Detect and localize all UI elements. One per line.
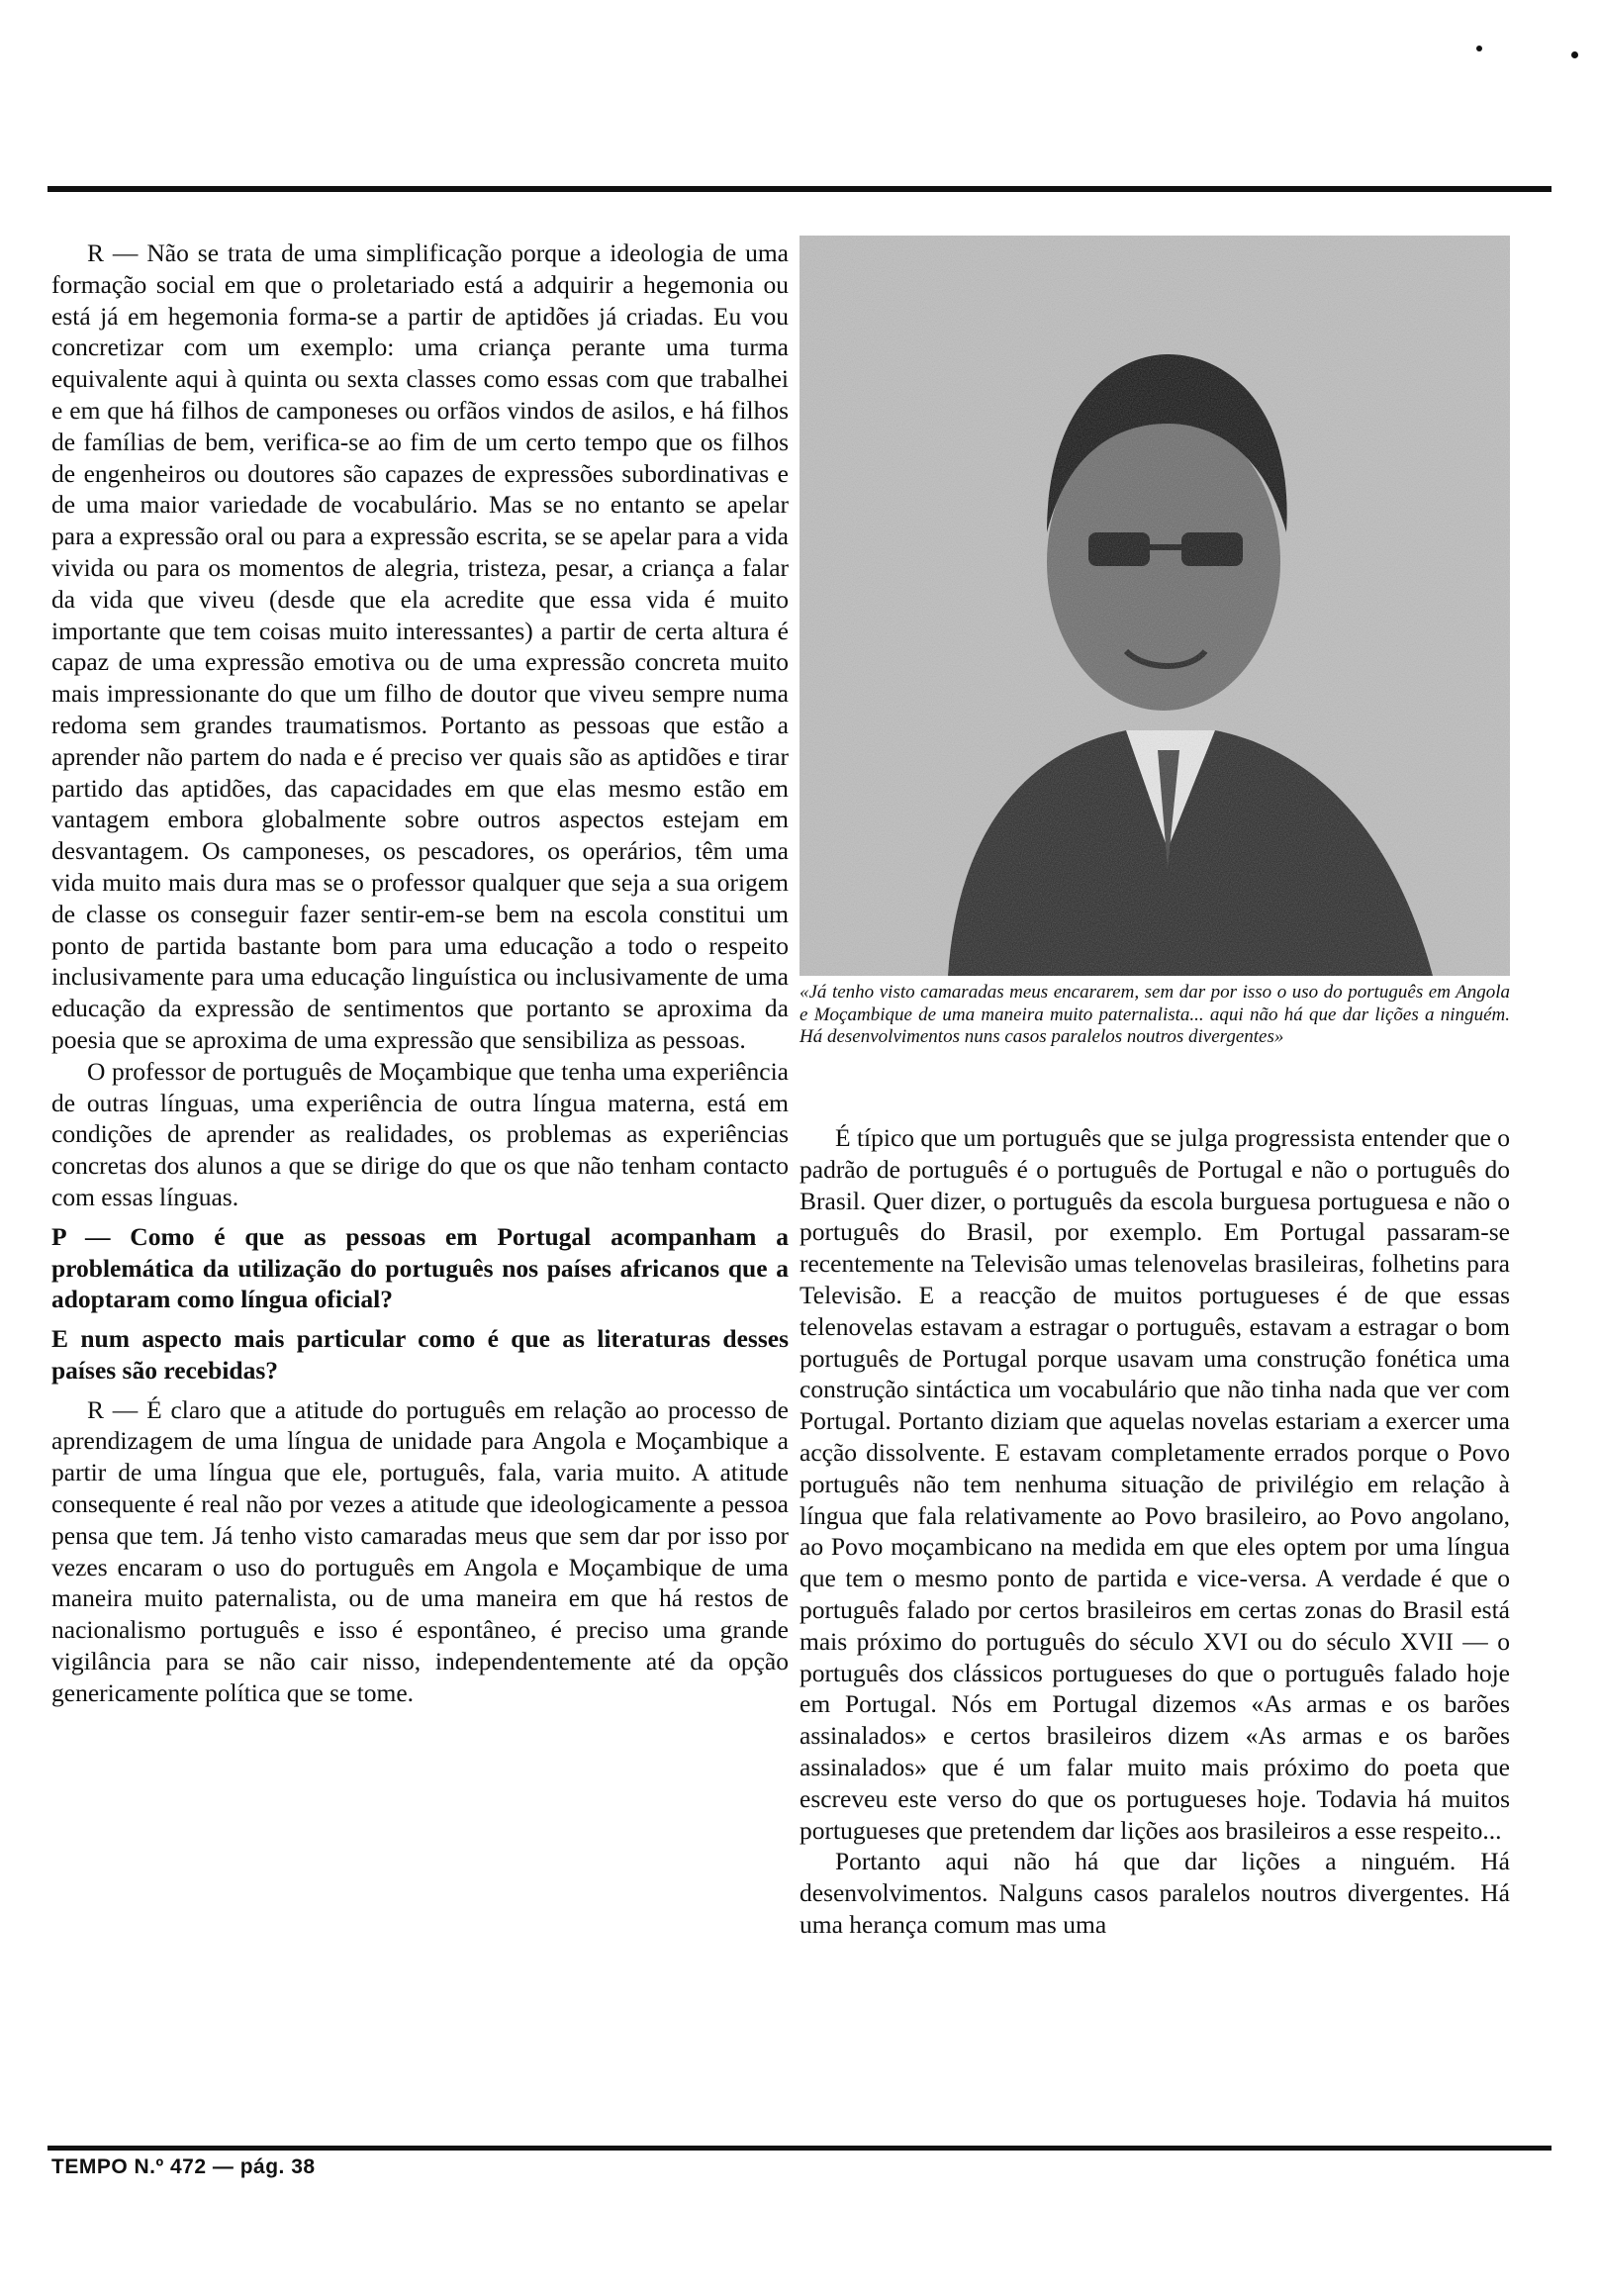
answer-paragraph: R — É claro que a atitude do português em relação ao processo de aprendizagem de uma língua de unidade para Angola e Moçambique a partir de uma língua que ele, português, fala, varia muito. A atitude consequente é real não por vezes a atitude que ideologicamente a pessoa pensa que tem. Já tenho visto camaradas meus que sem dar por isso por vezes encaram o uso do português em Angola e Moçambique de uma maneira muito paternalista, ou de uma maneira em que há restos de nacionalismo português e isso é espontâneo, é preciso uma grande vigilância para se não cair nisso, independentemente até da opção genericamente política que se tome. [51, 1394, 789, 1707]
left-column [51, 238, 789, 1709]
right-column [800, 1122, 1510, 1941]
answer-paragraph: R — Não se trata de uma simplificação porque a ideologia de uma formação social em que o proletariado está a adquirir a hegemonia ou está já em hegemonia forma-se a partir de aptidões já criadas. Eu vou concretizar com um exemplo: uma criança perante uma turma equivalente aqui à quinta ou sexta classes como essas com que trabalhei e em que há filhos de camponeses ou orfãos vindos de asilos, e há filhos de famílias de bem, verifica-se ao fim de um certo tempo que os filhos de engenheiros ou doutores são capazes de expressões subordinativas e de uma maior variedade de vocabulário. Mas se no entanto se apelar para a expressão oral ou para a expressão escrita, se se apelar para a vida vivida ou para os momentos de alegria, tristeza, pesar, a criança a falar da vida que viveu (desde que ela acredite que essa vida é muito importante que tem coisas muito interessantes) a partir de certa altura é capaz de uma expressão emotiva ou de uma expressão concreta muito mais impressionante do que um filho de doutor que viveu sempre numa redoma sem grandes traumatismos. Portanto as pessoas que estão a aprender não partem do nada e é preciso ver quais são as aptidões e tirar partido das aptidões, das capacidades em que elas mesmo estão em vantagem embora globalmente sobre outros aspectos estejam em desvantagem. Os camponeses, os pescadores, os operários, têm uma vida muito mais dura mas se o professor qualquer que seja a sua origem de classe os conseguir fazer sentir-em-se bem na escola constitui um ponto de partida bastante bom para uma educação a todo o respeito inclusivamente para uma educação linguística ou inclusivamente de uma educação da expressão de sentimentos que portanto se aproxima da poesia que se aproxima de uma expressão que sensibiliza as pessoas. [51, 239, 789, 1054]
top-rule [47, 186, 1552, 192]
photo-caption: «Já tenho visto camaradas meus encararem, sem dar por isso o uso do português em Angola e Moçambique de uma maneira muito paternalista... aqui não há que dar lições a ninguém. Há desenvolvimentos nuns casos paralelos noutros divergentes» [800, 982, 1510, 1047]
question-paragraph: E num aspecto mais particular como é que as literaturas desses países são recebidas? [51, 1324, 789, 1385]
portrait-photo [800, 236, 1510, 976]
corner-mark [1571, 51, 1578, 58]
answer-paragraph: É típico que um português que se julga progressista entender que o padrão de português é o português de Portugal e não o português do Brasil. Quer dizer, o português da escola burguesa portuguesa e não o português do Brasil, por exemplo. Em Portugal passaram-se recentemente na Televisão umas telenovelas brasileiras, folhetins para Televisão. E a reacção de muitos portugueses é de que essas telenovelas estavam a estragar o português, estavam a estragar o bom português de Portugal porque usavam uma construção fonética uma construção sintáctica um vocabulário que não tinha nada que ver com Portugal. Portanto diziam que aquelas novelas estariam a exercer uma acção dissolvente. E estavam completamente errados porque o Povo português não tem nenhuma situação de privilégio em relação à língua que fala relativamente ao Povo brasileiro, ao Povo angolano, ao Povo moçambicano na medida em que eles optem por uma língua que tem o mesmo ponto de partida e vice-versa. A verdade é que o português falado por certos brasileiros em certas zonas do Brasil está mais próximo do português do século XVI ou do século XVII — o português dos clássicos portugueses do que o português falado hoje em Portugal. Nós em Portugal dizemos «As armas e os barões assinalados» e certos brasileiros dizem «As armas e os barões assinalados» que é um falar muito mais próximo do poeta que escreveu este verso do que os portugueses hoje. Todavia há muitos portugueses que pretendem dar lições aos brasileiros a esse respeito... [800, 1123, 1510, 1845]
corner-mark [1476, 46, 1482, 51]
answer-paragraph: Portanto aqui não há que dar lições a ninguém. Há desenvolvimentos. Nalguns casos paralelos noutros divergentes. Há uma herança comum mas uma [800, 1847, 1510, 1939]
question-paragraph: P — Como é que as pessoas em Portugal acompanham a problemática da utilização do português nos países africanos que a adoptaram como língua oficial? [51, 1221, 789, 1314]
bottom-rule [47, 2146, 1552, 2151]
answer-paragraph: O professor de português de Moçambique que tenha uma experiência de outras línguas, uma experiência de outra língua materna, está em condições de aprender as realidades, os problemas as experiências concretas dos alunos a que se dirige do que os que não tenham contacto com essas línguas. [51, 1056, 789, 1211]
page-footer: TEMPO N.º 472 — pág. 38 [51, 2155, 316, 2178]
